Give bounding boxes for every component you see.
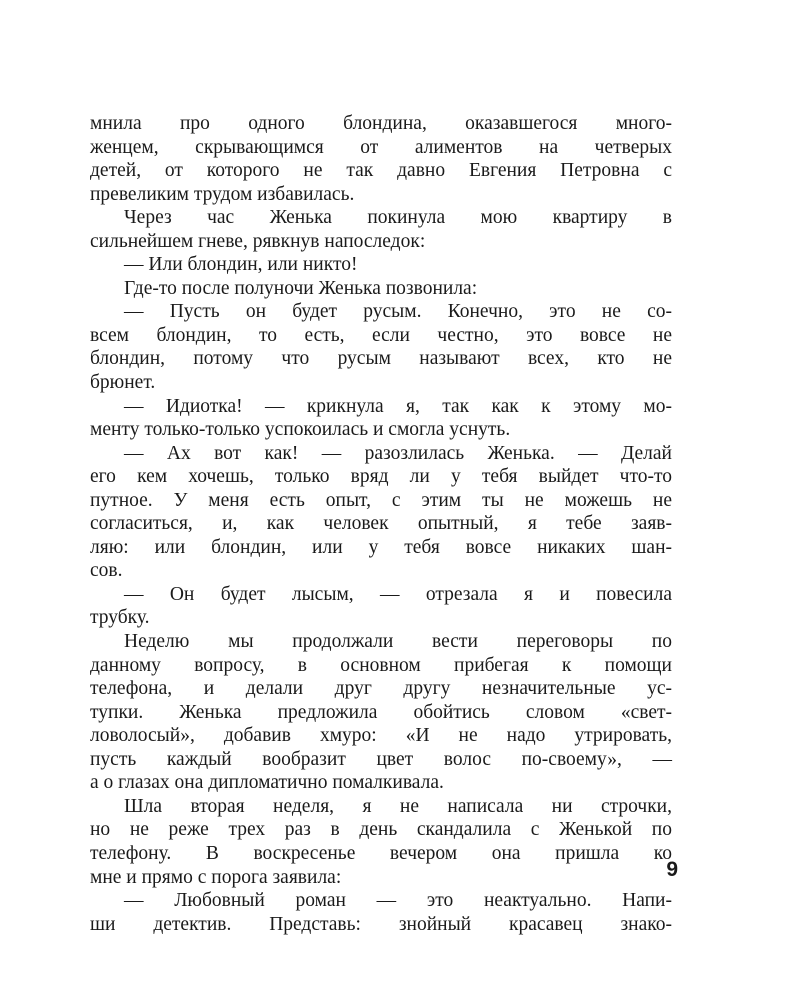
text-line: его кем хочешь, только вряд ли у тебя выйдет что-то bbox=[90, 466, 672, 488]
text-line: — Любовный роман — это неактуально. Напи- bbox=[124, 890, 672, 912]
text-line: — Ах вот как! — разозлилась Женька. — Делай bbox=[124, 442, 672, 464]
text-line: Через час Женька покинула мою квартиру в bbox=[124, 207, 672, 229]
text-line: Шла вторая неделя, я не написала ни строчки, bbox=[124, 795, 672, 817]
text-line: согласиться, и, как человек опытный, я тебе заяв- bbox=[90, 513, 672, 535]
text-line: брюнет. bbox=[90, 372, 156, 394]
text-line: данному вопросу, в основном прибегая к помощи bbox=[90, 654, 672, 676]
text-line: — Или блондин, или никто! bbox=[124, 254, 358, 276]
text-line: — Пусть он будет русым. Конечно, это не со- bbox=[124, 301, 672, 323]
text-line: — Идиотка! — крикнула я, так как к этому мо- bbox=[124, 395, 672, 417]
text-line: но не реже трех раз в день скандалила с Женькой по bbox=[90, 819, 672, 841]
text-line: а о глазах она дипломатично помалкивала. bbox=[90, 772, 444, 794]
text-line: — Он будет лысым, — отрезала я и повесила bbox=[124, 583, 672, 605]
text-line: ляю: или блондин, или у тебя вовсе никаких шан- bbox=[90, 536, 672, 558]
text-line: блондин, потому что русым называют всех, кто не bbox=[90, 348, 672, 370]
text-line: женцем, скрывающимся от алиментов на четверых bbox=[90, 136, 672, 158]
text-line: Где-то после полуночи Женька позвонила: bbox=[124, 277, 478, 299]
text-line: ши детектив. Представь: знойный красавец знако- bbox=[90, 913, 672, 935]
text-line: путное. У меня есть опыт, с этим ты не можешь не bbox=[90, 489, 672, 511]
body-text bbox=[90, 112, 672, 936]
text-line: телефона, и делали друг другу незначительные ус- bbox=[90, 678, 672, 700]
text-line: тупки. Женька предложила обойтись словом «свет- bbox=[90, 701, 672, 723]
text-line: сильнейшем гневе, рявкнув напоследок: bbox=[90, 230, 426, 252]
text-line: пусть каждый вообразит цвет волос по-своему», — bbox=[90, 748, 672, 770]
text-line: трубку. bbox=[90, 607, 150, 629]
text-line: сов. bbox=[90, 560, 123, 582]
text-line: детей, от которого не так давно Евгения Петровна с bbox=[90, 160, 672, 182]
text-line: ловолосый», добавив хмуро: «И не надо утрировать, bbox=[90, 725, 672, 747]
page-number: 9 bbox=[666, 858, 678, 881]
text-line: мнила про одного блондина, оказавшегося много- bbox=[90, 113, 672, 134]
text-line: Неделю мы продолжали вести переговоры по bbox=[124, 631, 672, 653]
text-line: всем блондин, то есть, если честно, это вовсе не bbox=[90, 324, 672, 346]
text-line: превеликим трудом избавилась. bbox=[90, 183, 355, 205]
text-line: мне и прямо с порога заявила: bbox=[90, 866, 342, 888]
text-line: менту только-только успокоилась и смогла уснуть. bbox=[90, 419, 511, 441]
text-line: телефону. В воскресенье вечером она пришла ко bbox=[90, 842, 672, 864]
